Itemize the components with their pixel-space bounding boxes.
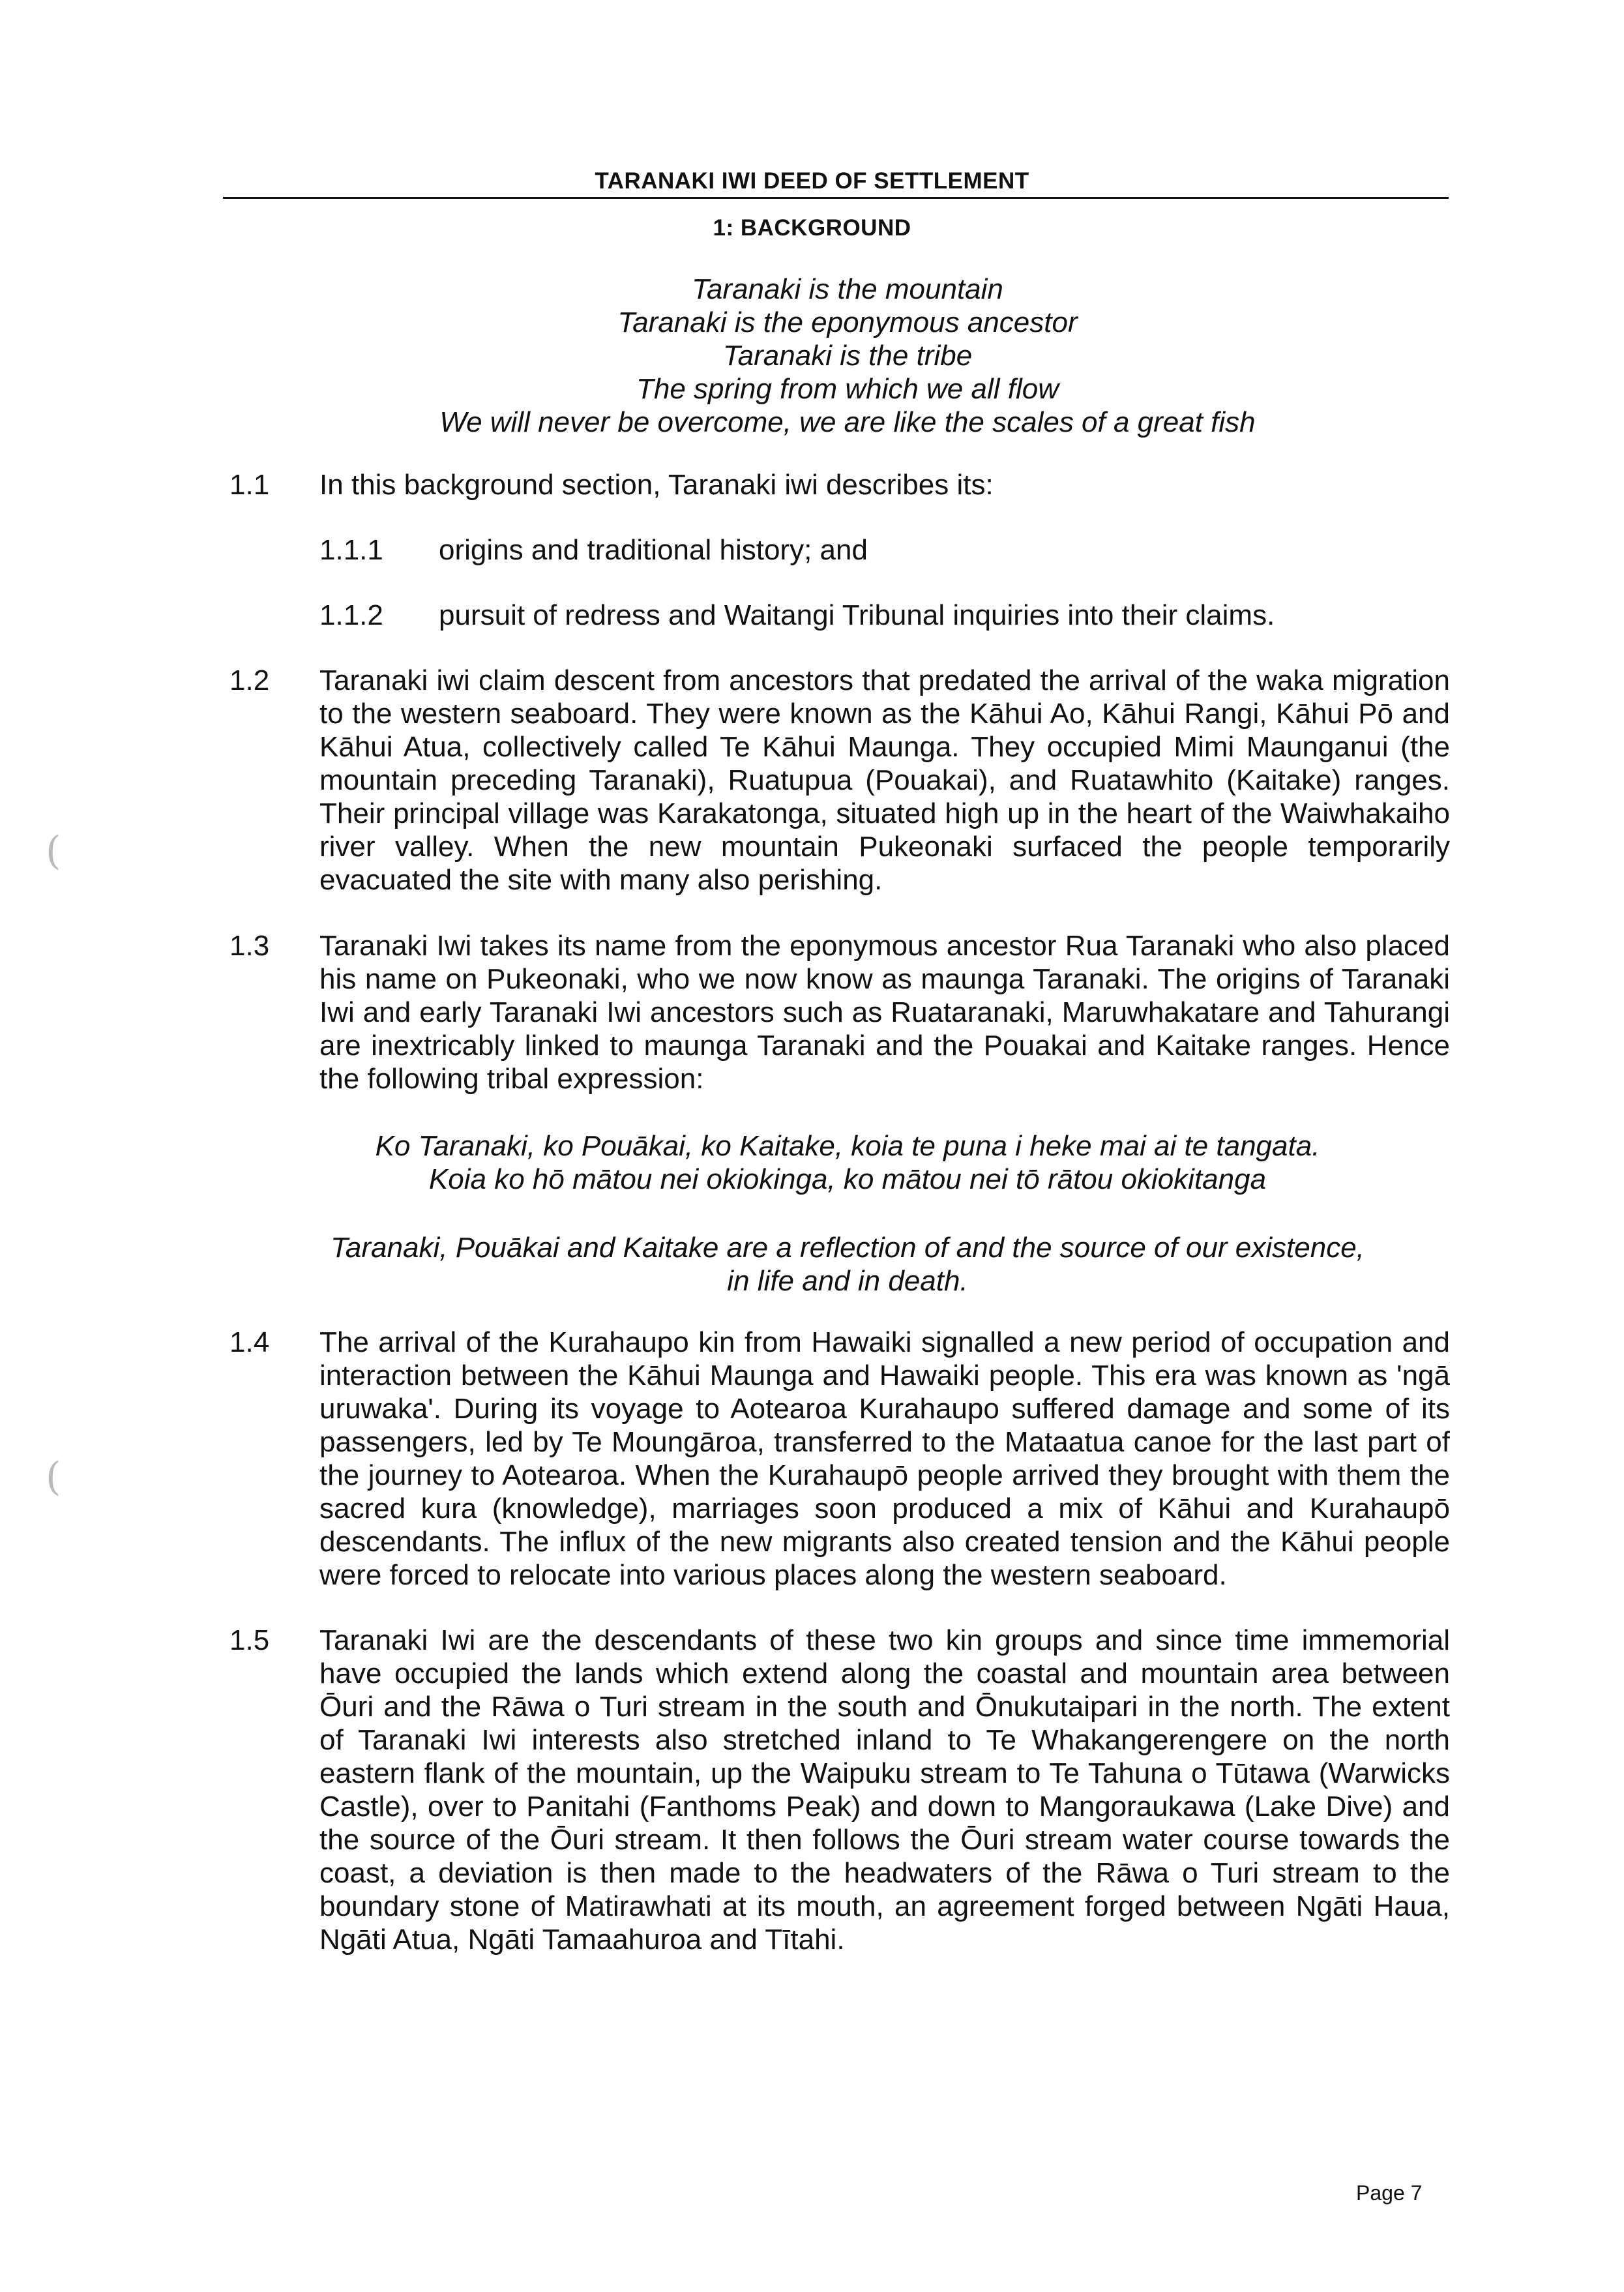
clause-text: Taranaki Iwi are the descendants of these two kin groups and since time immemorial have occupied the lands which extend along the coastal and mountain area between Ōuri and the Rāwa o Turi stream in the south and Ōnukutaipari in the north. The extent of Taranaki Iwi interests also stretched inland to Te Whakangerengere on the north eastern flank of the mountain, up the Waipuku stream to Te Tahuna o Tūtawa (Warwicks Castle), over to Panitahi (Fanthoms Peak) and down to Mangoraukawa (Lake Dive) and the source of the Ōuri stream. It then follows the Ōuri stream water course towards the coast, a deviation is then made to the headwaters of the Rāwa o Turi stream to the boundary stone of Matirawhati at its mouth, an agreement forged between Ngāti Haua, Ngāti Atua, Ngāti Tamaahuroa and Tītahi. — [319, 1624, 1450, 1956]
expression-line: in life and in death. — [727, 1265, 968, 1297]
clause-number: 1.1.1 — [319, 534, 383, 566]
clause-number: 1.3 — [229, 930, 270, 962]
clause-text: The arrival of the Kurahaupo kin from Hawaiki signalled a new period of occupation and interaction between the Kāhui Maunga and Hawaiki people. This era was known as 'ngā uruwaka'. During its voyage to Aotearoa Kurahaupo suffered damage and some of its passengers, led by Te Moungāroa, transferred to the Mataatua canoe for the last part of the journey to Aotearoa. When the Kurahaupō people arrived they brought with them the sacred kura (knowledge), marriages soon produced a mix of Kāhui and Kurahaupō descendants. The influx of the new migrants also created tension and the Kāhui people were forced to relocate into various places along the western seaboard. — [319, 1326, 1450, 1591]
clause-number: 1.1.2 — [319, 599, 383, 631]
clause-text: origins and traditional history; and — [439, 534, 868, 566]
poem-line: We will never be overcome, we are like the scales of a great fish — [439, 406, 1256, 438]
poem-line: Taranaki is the eponymous ancestor — [617, 306, 1078, 338]
page-number: Page 7 — [1356, 2181, 1423, 2205]
poem-line: The spring from which we all flow — [636, 373, 1059, 405]
header-divider — [223, 197, 1449, 199]
poem-line: Taranaki is the mountain — [692, 273, 1003, 305]
section-heading: 1: BACKGROUND — [713, 215, 911, 241]
clause-text: pursuit of redress and Waitangi Tribunal inquiries into their claims. — [439, 599, 1275, 631]
poem-line: Taranaki is the tribe — [722, 340, 973, 372]
clause-text: In this background section, Taranaki iwi describes its: — [319, 469, 994, 501]
expression-line: Ko Taranaki, ko Pouākai, ko Kaitake, koia te puna i heke mai ai te tangata. — [375, 1130, 1320, 1162]
clause-number: 1.5 — [229, 1624, 270, 1656]
tribal-expression-maori — [261, 1129, 1434, 1196]
clause-number: 1.4 — [229, 1326, 270, 1358]
opening-poem — [261, 273, 1434, 439]
clause-number: 1.1 — [229, 469, 270, 501]
clause-text: Taranaki Iwi takes its name from the eponymous ancestor Rua Taranaki who also placed his name on Pukeonaki, who we now know as maunga Taranaki. The origins of Taranaki Iwi and early Taranaki Iwi ancestors such as Ruataranaki, Maruwhakatare and Tahurangi are inextricably linked to maunga Taranaki and the Pouakai and Kaitake ranges. Hence the following tribal expression: — [319, 930, 1450, 1095]
binding-hole-mark: ( — [46, 1454, 61, 1500]
document-title: TARANAKI IWI DEED OF SETTLEMENT — [595, 168, 1029, 194]
clause-number: 1.2 — [229, 664, 270, 696]
binding-hole-mark: ( — [46, 828, 61, 874]
expression-line: Taranaki, Pouākai and Kaitake are a reflection of and the source of our existence, — [331, 1232, 1365, 1264]
tribal-expression-english — [261, 1231, 1434, 1298]
clause-text: Taranaki iwi claim descent from ancestors that predated the arrival of the waka migration to the western seaboard. They were known as the Kāhui Ao, Kāhui Rangi, Kāhui Pō and Kāhui Atua, collectively called Te Kāhui Maunga. They occupied Mimi Maunganui (the mountain preceding Taranaki), Ruatupua (Pouakai), and Ruatawhito (Kaitake) ranges. Their principal village was Karakatonga, situated high up in the heart of the Waiwhakaiho river valley. When the new mountain Pukeonaki surfaced the people temporarily evacuated the site with many also perishing. — [319, 664, 1450, 896]
expression-line: Koia ko hō mātou nei okiokinga, ko mātou nei tō rātou okiokitanga — [428, 1163, 1267, 1195]
